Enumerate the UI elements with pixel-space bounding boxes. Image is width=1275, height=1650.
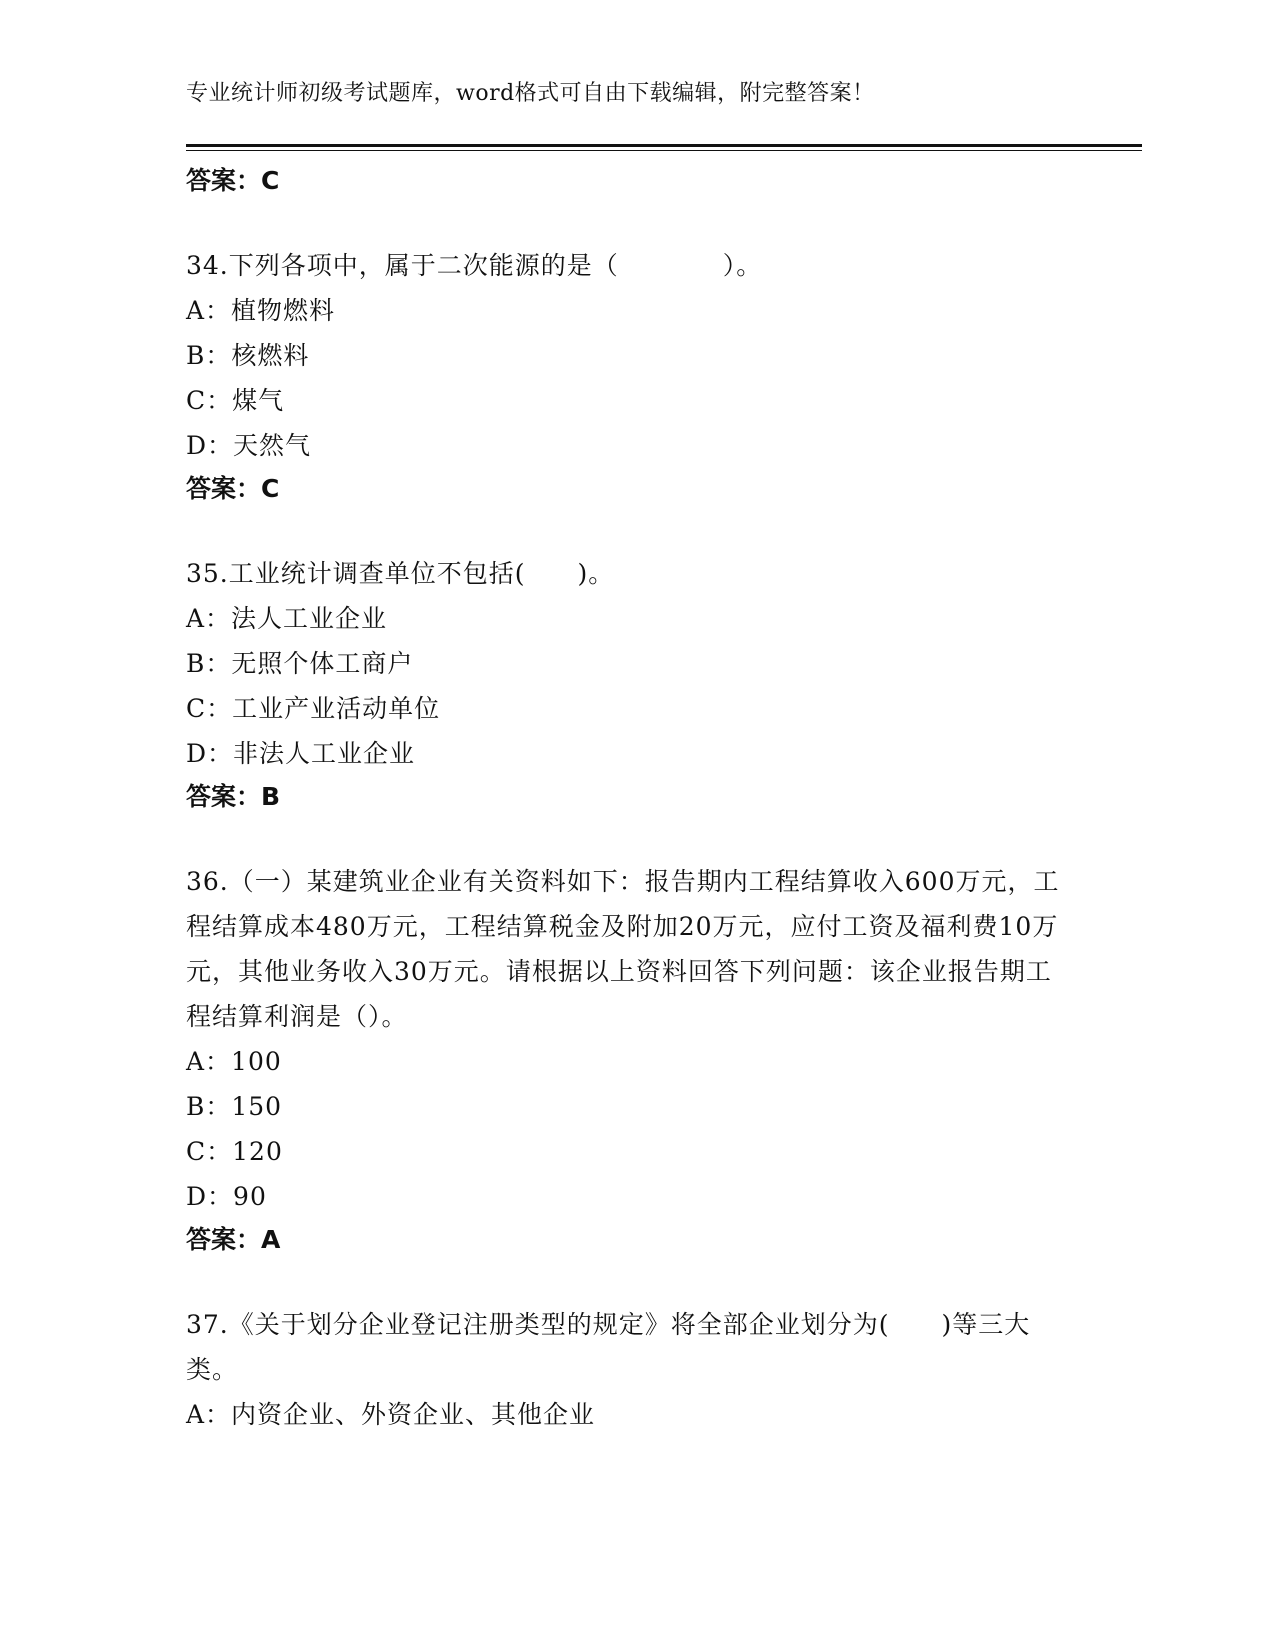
answer-line: 答案：C <box>186 166 280 195</box>
question-block <box>186 551 1066 812</box>
option-b: B：核燃料 <box>186 341 310 370</box>
option-d: D：天然气 <box>186 431 312 460</box>
page-header: 专业统计师初级考试题库，word格式可自由下载编辑，附完整答案！ <box>186 81 875 106</box>
header-divider-thick <box>186 144 1142 147</box>
option-d: D：非法人工业企业 <box>186 739 416 768</box>
answer-line: 答案：A <box>186 1225 281 1254</box>
question-stem: 36.（一）某建筑业企业有关资料如下：报告期内工程结算收入600万元，工程结算成本480万元，工程结算税金及附加20万元，应付工资及福利费10万元，其他业务收入30万元。请根据以上资料回答下列问题：该企业报告期工程结算利润是（）。 <box>186 867 1060 1031</box>
option-d: D：90 <box>186 1182 267 1211</box>
question-stem: 34.下列各项中，属于二次能源的是（ ）。 <box>186 251 763 280</box>
question-block <box>186 859 1066 1255</box>
option-a: A：法人工业企业 <box>186 604 388 633</box>
option-c: C：工业产业活动单位 <box>186 694 441 723</box>
document-body <box>186 160 1066 1437</box>
question-stem: 37.《关于划分企业登记注册类型的规定》将全部企业划分为( )等三大类。 <box>186 1310 1031 1384</box>
option-b: B：无照个体工商户 <box>186 649 414 678</box>
option-a: A：100 <box>186 1047 282 1076</box>
option-a: A：植物燃料 <box>186 296 336 325</box>
question-block <box>186 243 1066 504</box>
header-divider-thin <box>186 150 1142 151</box>
answer-line: 答案：B <box>186 782 281 811</box>
answer-line: 答案：C <box>186 474 280 503</box>
option-c: C：120 <box>186 1137 283 1166</box>
option-a: A：内资企业、外资企业、其他企业 <box>186 1400 596 1429</box>
option-c: C：煤气 <box>186 386 285 415</box>
question-block <box>186 1302 1066 1437</box>
option-b: B：150 <box>186 1092 283 1121</box>
question-stem: 35.工业统计调查单位不包括( )。 <box>186 559 615 588</box>
